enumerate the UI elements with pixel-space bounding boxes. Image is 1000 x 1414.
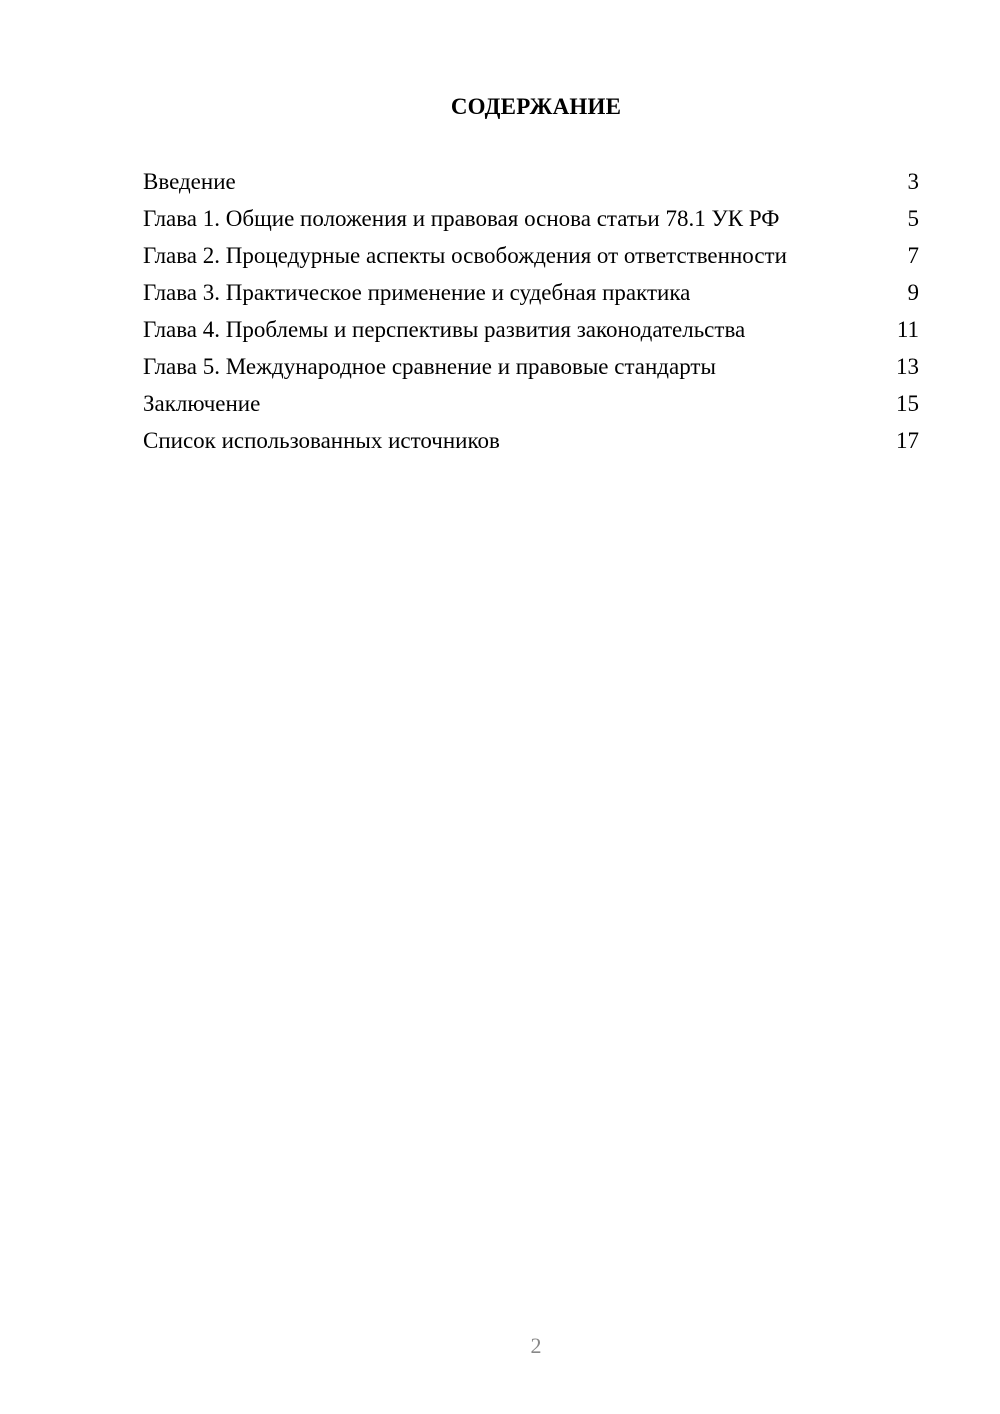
toc-entry-page: 7 <box>907 243 919 268</box>
toc-entry-page: 13 <box>896 354 919 379</box>
toc-entry-page: 17 <box>896 428 919 453</box>
toc-entry-page: 11 <box>896 317 919 342</box>
toc-entry-title: Заключение <box>143 391 261 416</box>
toc-entry-chapter-2[interactable] <box>143 243 919 269</box>
toc-entry-title: Глава 4. Проблемы и перспективы развития законодательства <box>143 317 746 342</box>
toc-entry-chapter-5[interactable] <box>143 354 919 380</box>
toc-entry-conclusion[interactable] <box>143 391 919 417</box>
toc-entry-page: 5 <box>907 206 919 231</box>
toc-entry-chapter-1[interactable] <box>143 206 919 232</box>
toc-entry-title: Глава 5. Международное сравнение и правовые стандарты <box>143 354 716 379</box>
toc-entry-page: 9 <box>907 280 919 305</box>
toc-entry-page: 3 <box>907 169 919 194</box>
toc-entry-chapter-3[interactable] <box>143 280 919 306</box>
toc-entry-title: Глава 2. Процедурные аспекты освобождения от ответственности <box>143 243 787 268</box>
toc-entry-page: 15 <box>896 391 919 416</box>
toc-entry-title: Список использованных источников <box>143 428 500 453</box>
toc-entry-title: Введение <box>143 169 236 194</box>
toc-entry-chapter-4[interactable] <box>143 317 919 343</box>
page-title: СОДЕРЖАНИЕ <box>450 94 622 119</box>
table-of-contents <box>143 169 919 465</box>
page-number: 2 <box>530 1333 542 1358</box>
toc-entry-title: Глава 1. Общие положения и правовая основа статьи 78.1 УК РФ <box>143 206 780 231</box>
toc-entry-introduction[interactable] <box>143 169 919 195</box>
toc-entry-references[interactable] <box>143 428 919 454</box>
toc-entry-title: Глава 3. Практическое применение и судебная практика <box>143 280 691 305</box>
